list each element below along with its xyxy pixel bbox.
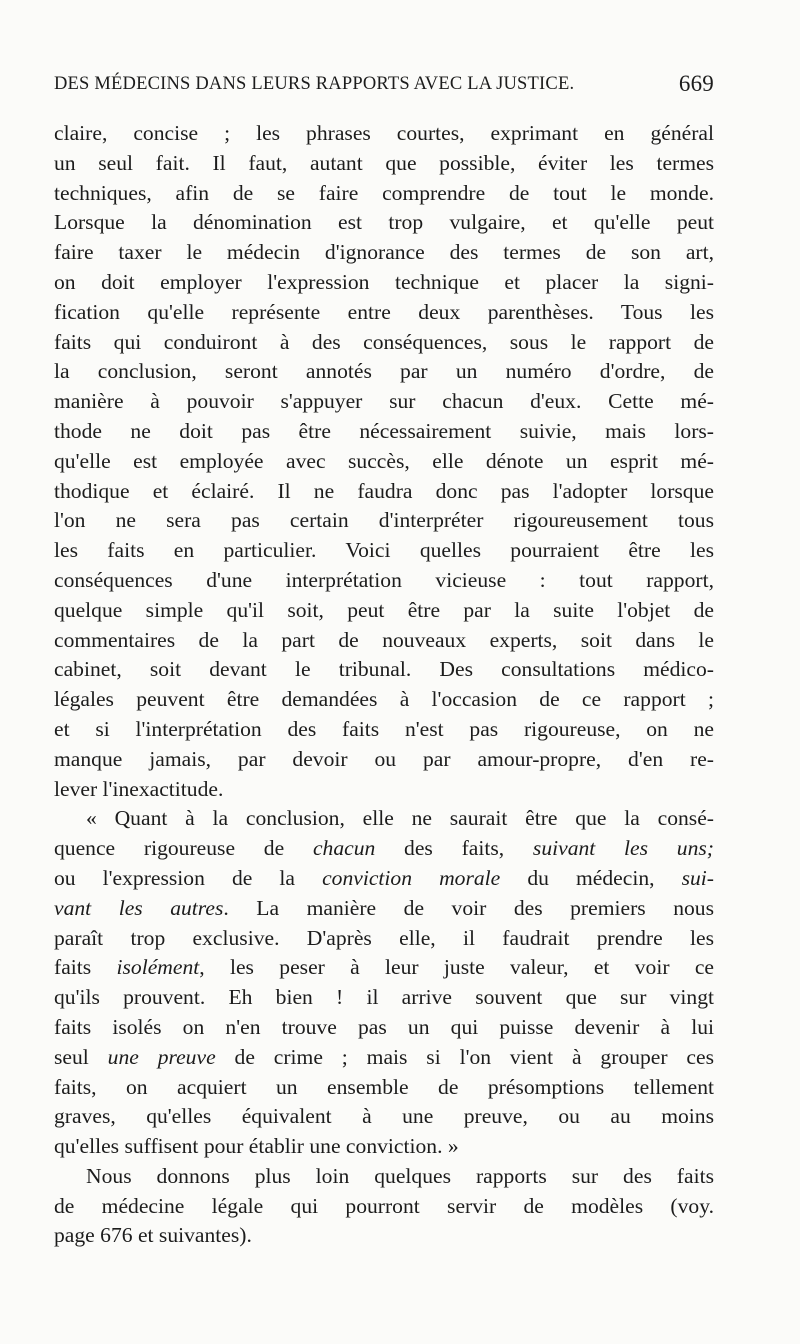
- quote-line: [54, 804, 714, 834]
- text-line: les faits en particulier. Voici quelles pourraient être les: [54, 538, 714, 563]
- quote-line: [54, 953, 714, 983]
- quote-text: de crime ; mais si l'on vient à grouper ces: [215, 1044, 714, 1069]
- quote-line: [54, 1013, 714, 1043]
- quote-text: , les peser à leur juste valeur, et voir ce: [199, 955, 714, 980]
- quote-line: [54, 1132, 714, 1162]
- quote-emphasis: conviction morale: [322, 865, 501, 890]
- quote-text: quence rigoureuse de: [54, 836, 313, 861]
- text-line: Nous donnons plus loin quelques rapports sur des faits: [86, 1163, 714, 1188]
- text-line: thode ne doit pas être nécessairement suivie, mais lors-: [54, 418, 714, 443]
- quote-text: graves, qu'elles équivalent à une preuve, ou au moins: [54, 1104, 714, 1129]
- text-line: techniques, afin de se faire comprendre de tout le monde.: [54, 180, 714, 205]
- quote-text: qu'ils prouvent. Eh bien ! il arrive souvent que sur vingt: [54, 985, 714, 1010]
- running-title: DES MÉDECINS DANS LEURS RAPPORTS AVEC LA JUSTICE.: [54, 74, 575, 94]
- text-line: thodique et éclairé. Il ne faudra donc pas l'adopter lorsque: [54, 478, 714, 503]
- text-line: manière à pouvoir s'appuyer sur chacun d'eux. Cette mé-: [54, 389, 714, 414]
- text-line: faits qui conduiront à des conséquences, sous le rapport de: [54, 329, 714, 354]
- quote-line: [54, 864, 714, 894]
- text-line: l'on ne sera pas certain d'interpréter rigoureusement tous: [54, 508, 714, 533]
- quote-line: [54, 834, 714, 864]
- quote-line: [54, 894, 714, 924]
- text-line: un seul fait. Il faut, autant que possible, éviter les termes: [54, 150, 714, 175]
- text-line: et si l'interprétation des faits n'est pas rigoureuse, on ne: [54, 716, 714, 741]
- quote-text: qu'elles suffisent pour établir une conviction. »: [54, 1134, 459, 1159]
- text-line: fication qu'elle représente entre deux parenthèses. Tous les: [54, 299, 714, 324]
- quote-emphasis: sui-: [681, 865, 714, 890]
- quote-text: seul: [54, 1044, 108, 1069]
- text-line: conséquences d'une interprétation vicieuse : tout rapport,: [54, 567, 714, 592]
- text-line: lever l'inexactitude.: [54, 776, 224, 801]
- text-line: commentaires de la part de nouveaux experts, soit dans le: [54, 627, 714, 652]
- text-line: on doit employer l'expression technique et placer la signi-: [54, 269, 714, 294]
- quote-line: [54, 1043, 714, 1073]
- quote-emphasis: vant les autres: [54, 895, 224, 920]
- page-number: 669: [678, 71, 714, 96]
- quote-line: [54, 983, 714, 1013]
- quote-text: . La manière de voir des premiers nous: [223, 895, 714, 920]
- text-line: qu'elle est employée avec succès, elle dénote un esprit mé-: [54, 448, 714, 473]
- quote-emphasis: chacun: [312, 836, 376, 861]
- quote-emphasis: suivant les uns;: [532, 836, 714, 861]
- quote-text: du médecin,: [500, 865, 682, 890]
- quote-text: faits: [54, 955, 117, 980]
- text-line: de médecine légale qui pourront servir de modèles (voy.: [54, 1193, 714, 1218]
- quote-text: paraît trop exclusive. D'après elle, il faudrait prendre les: [54, 925, 714, 950]
- quote-text: faits, on acquiert un ensemble de présomptions tellement: [54, 1074, 714, 1099]
- quote-emphasis: une preuve: [107, 1044, 216, 1069]
- quote-text: « Quant à la conclusion, elle ne saurait être que la consé-: [86, 806, 714, 831]
- text-line: cabinet, soit devant le tribunal. Des consultations médico-: [54, 657, 714, 682]
- text-line: la conclusion, seront annotés par un numéro d'ordre, de: [54, 359, 714, 384]
- quote-emphasis: isolément: [116, 955, 200, 980]
- text-line: Lorsque la dénomination est trop vulgaire, et qu'elle peut: [54, 210, 714, 235]
- body-text: [54, 119, 714, 1251]
- text-line: faire taxer le médecin d'ignorance des termes de son art,: [54, 240, 714, 265]
- running-head: [54, 71, 714, 104]
- text-line: légales peuvent être demandées à l'occasion de ce rapport ;: [54, 687, 714, 712]
- text-line: claire, concise ; les phrases courtes, exprimant en général: [54, 121, 714, 145]
- quote-line: [54, 1102, 714, 1132]
- quote-line: [54, 924, 714, 954]
- text-line: manque jamais, par devoir ou par amour-propre, d'en re-: [54, 746, 714, 771]
- text-line: quelque simple qu'il soit, peut être par la suite l'objet de: [54, 597, 714, 622]
- quote-line: [54, 1073, 714, 1103]
- quote-text: des faits,: [375, 836, 533, 861]
- quote-text: ou l'expression de la: [54, 865, 323, 890]
- text-line: page 676 et suivantes).: [54, 1223, 252, 1248]
- quote-text: faits isolés on n'en trouve pas un qui puisse devenir à lui: [54, 1014, 714, 1039]
